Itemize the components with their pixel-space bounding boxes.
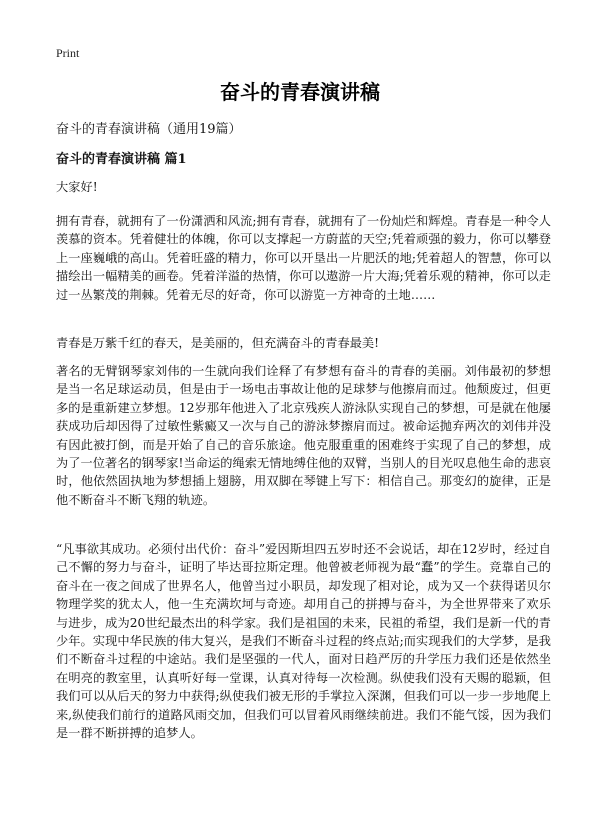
paragraph-4: “凡事欲其成功。必须付出代价：奋斗”爱因斯坦四五岁时还不会说话，却在12岁时，经过自己不懈的努力与奋斗，证明了毕达哥拉斯定理。他曾被老师视为最“蠢”的学生。竞靠自己的奋斗在一夜之间成了世界名人，他曾当过小职员，却发现了相对论，成为又一个获得诺贝尔物理学奖的犹太人，他一生充满坎坷与奇迹。却用自己的拼搏与奋斗，为全世界带来了欢乐与进步，成为20世纪最杰出的科学家。我们是祖国的未来，民祖的希望，我们是新一代的青少年。实现中华民族的伟大复兴，是我们不断奋斗过程的终点站;而实现我们的大学梦，是我们不断奋斗过程的中途站。我们是坚强的一代人，面对日趋严厉的升学压力我们还是依然坐在明亮的教室里，认真听好每一堂课，认真对待每一次检测。纵使我们没有天赐的聪颖，但我们可以从后天的努力中获得;纵使我们被无形的手掌拉入深渊，但我们可以一步一步地爬上来,纵使我们前行的道路风雨交加，但我们可以冒着风雨继续前进。我们不能气馁，因为我们是一群不断拼搏的追梦人。 — [56, 542, 551, 741]
document-subtitle: 奋斗的青春演讲稿（通用19篇） — [56, 122, 242, 137]
paragraph-2: 青春是万紫千红的春天，是美丽的，但充满奋斗的青春最美! — [56, 336, 380, 350]
print-link[interactable]: Print — [56, 46, 80, 60]
section-heading: 奋斗的青春演讲稿 篇1 — [56, 152, 187, 167]
document-title: 奋斗的青春演讲稿 — [220, 80, 380, 104]
paragraph-1: 拥有青春，就拥有了一份潇洒和风流;拥有青春，就拥有了一份灿烂和辉煌。青春是一种令人羡慕的资本。凭着健壮的体魄，你可以支撑起一方蔚蓝的天空;凭着顽强的毅力，你可以攀登上一座巍峨的高山。凭着旺盛的精力，你可以开垦出一片肥沃的地;凭着超人的智慧，你可以描绘出一幅精美的画卷。凭着洋溢的热情，你可以遨游一片大海;凭着乐观的精神，你可以走过一丛繁茂的荆棘。凭着无尽的好奇，你可以游览一方神奇的土地…… — [56, 214, 551, 302]
paragraph-3: 著名的无臂钢琴家刘伟的一生就向我们诠释了有梦想有奋斗的青春的美丽。刘伟最初的梦想是当一名足球运动员，但是由于一场电击事故让他的足球梦与他擦肩而过。他颓废过，但更多的是重新建立梦想。12岁那年他进入了北京残疾人游泳队实现自己的梦想，可是就在他屡获成功后却因得了过敏性紫癜又一次与自己的游泳梦擦肩而过。被命运抛弃两次的刘伟并没有因此被打倒，而是开始了自己的音乐旅途。他克服重重的困难终于实现了自己的梦想，成为了一位著名的钢琴家!当命运的绳索无情地缚住他的双臂，当别人的目光叹息他生命的悲哀时，他依然固执地为梦想插上翅膀，用双脚在琴键上写下：相信自己。那变幻的旋律，正是他不断奋斗不断飞翔的轨迹。 — [56, 364, 551, 507]
greeting-text: 大家好! — [56, 180, 98, 194]
